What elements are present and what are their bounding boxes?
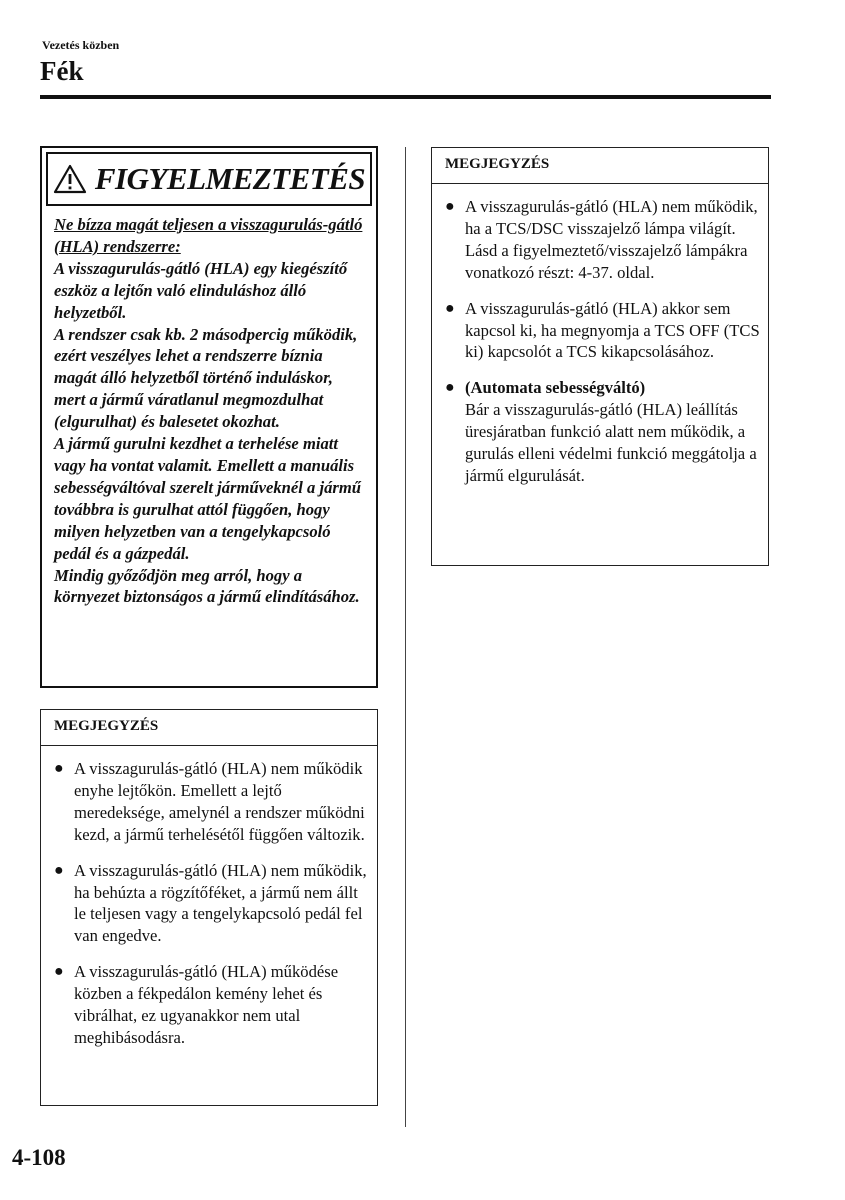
- warning-paragraph: A rendszer csak kb. 2 másodpercig működik, ezért veszélyes lehet a rendszerre bíznia magát álló helyzetből történő induláskor, mert a jármű váratlanul megmozdulhat (elgurulhat) és balesetet okozhat.: [54, 324, 358, 432]
- list-item: [41, 860, 377, 948]
- warning-paragraph: A visszagurulás-gátló (HLA) egy kiegészítő eszköz a lejtőn való elinduláshoz álló helyzetből.: [54, 258, 348, 322]
- warning-box: [40, 146, 378, 688]
- list-item-text: A visszagurulás-gátló (HLA) nem működik enyhe lejtőkön. Emellett a lejtő meredeksége, amelynél a rendszer működni kezd, a jármű terhelésétől függően változik.: [74, 759, 365, 844]
- list-item-text: Bár a visszagurulás-gátló (HLA) leállítás üresjáratban funkció alatt nem működik, a gurulás elleni védelmi funkció meggátolja a jármű elgurulását.: [465, 400, 757, 485]
- warning-header: [46, 152, 372, 206]
- list-item: [41, 758, 377, 846]
- note-box-right: [431, 147, 769, 566]
- warning-paragraph: Mindig győződjön meg arról, hogy a környezet biztonságos a jármű elindításához.: [54, 565, 360, 607]
- bullet-icon: ●: [445, 379, 455, 397]
- list-item: [432, 196, 768, 284]
- list-item: [432, 377, 768, 487]
- note-heading: MEGJEGYZÉS: [432, 148, 768, 184]
- page-number: 4-108: [12, 1145, 66, 1170]
- bullet-icon: ●: [445, 299, 455, 317]
- warning-body: [54, 214, 368, 608]
- warning-triangle-icon: [53, 164, 87, 194]
- note-list: [41, 746, 377, 1049]
- list-item-text: A visszagurulás-gátló (HLA) nem működik, ha a TCS/DSC visszajelző lámpa világít. Lásd a figyelmeztető/visszajelző lámpákra vonatkozó részt: 4-37. oldal.: [465, 197, 758, 282]
- column-divider: [405, 147, 406, 1127]
- warning-title: FIGYELMEZTETÉS: [94, 161, 366, 196]
- note-heading: MEGJEGYZÉS: [41, 710, 377, 746]
- title-rule: [40, 95, 771, 99]
- list-item-title: (Automata sebességváltó): [465, 378, 646, 398]
- bullet-icon: ●: [445, 198, 455, 215]
- bullet-icon: ●: [54, 861, 64, 879]
- list-item: [432, 298, 768, 364]
- list-item-text: A visszagurulás-gátló (HLA) nem működik, ha behúzta a rögzítőféket, a jármű nem állt le teljesen vagy a tengelykapcsoló pedál fel van engedve.: [74, 860, 367, 946]
- note-list: [432, 184, 768, 487]
- warning-paragraph: A jármű gurulni kezdhet a terhelése miatt vagy ha vontat valamit. Emellett a manuális sebességváltóval szerelt járműveknél a jármű továbbra is gurulhat attól függően, hogy milyen helyzetben van a tengelykapcsoló pedál és a gázpedál.: [54, 434, 361, 563]
- bullet-icon: ●: [54, 760, 64, 777]
- note-box-left: [40, 709, 378, 1106]
- list-item-text: A visszagurulás-gátló (HLA) akkor sem kapcsol ki, ha megnyomja a TCS OFF (TCS ki) kapcsolót a TCS kikapcsolásához.: [465, 298, 760, 362]
- warning-lead: Ne bízza magát teljesen a visszagurulás-gátló (HLA) rendszerre:: [54, 215, 363, 256]
- section-label: Vezetés közben: [42, 38, 120, 52]
- page-title: Fék: [40, 56, 84, 86]
- bullet-icon: ●: [54, 963, 64, 981]
- list-item-text: A visszagurulás-gátló (HLA) működése közben a fékpedálon kemény lehet és vibrálhat, ez ugyanakkor nem utal meghibásodásra.: [74, 962, 339, 1047]
- list-item: [41, 961, 377, 1049]
